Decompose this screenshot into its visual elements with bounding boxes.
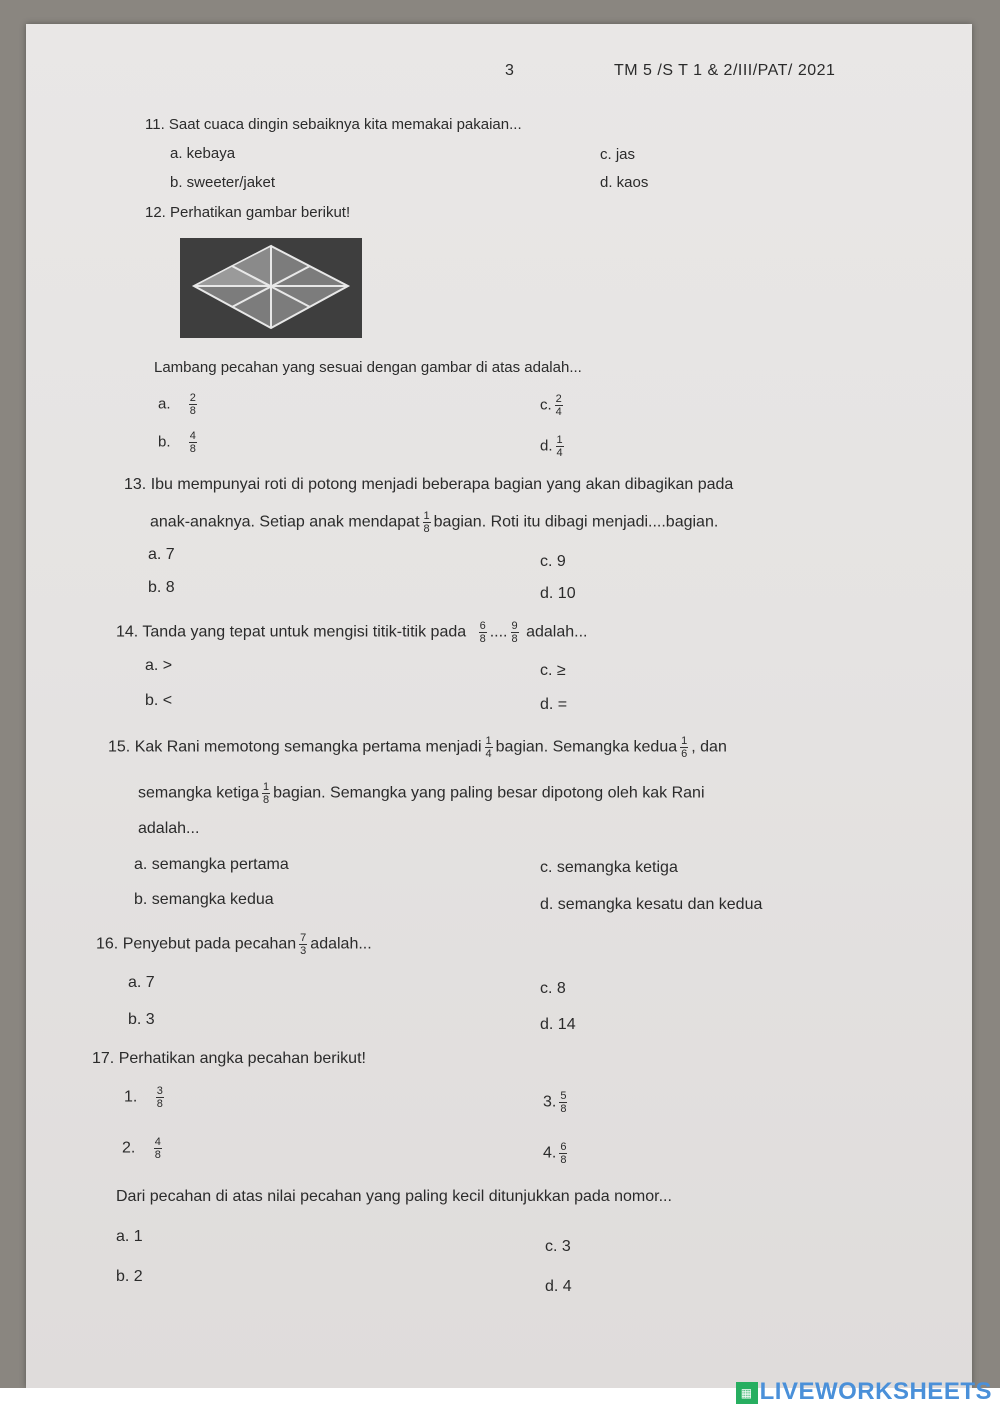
- q11-question: 11. Saat cuaca dingin sebaiknya kita memakai pakaian...: [145, 116, 522, 133]
- q16-option-d: d. 14: [540, 1016, 576, 1033]
- q15-line2: [138, 781, 705, 806]
- q15-option-c: c. semangka ketiga: [540, 859, 678, 876]
- q12-c-numerator: 2: [555, 393, 562, 405]
- q13-line2: [150, 510, 718, 535]
- liveworksheets-logo: [736, 1378, 992, 1406]
- q15-line1: [108, 735, 727, 760]
- q14-option-a: a. >: [145, 657, 173, 674]
- q17-item-3-numerator: 5: [560, 1090, 567, 1102]
- q17-item-4: [543, 1141, 570, 1166]
- q16-denominator: 3: [300, 945, 307, 957]
- q14-f1-denominator: 8: [479, 633, 486, 645]
- q11-option-a: a. kebaya: [170, 145, 236, 162]
- q16-numerator: 7: [300, 932, 307, 944]
- q14-f2-numerator: 9: [511, 620, 518, 632]
- q14-option-c: c. ≥: [540, 662, 566, 679]
- q12-option-b-label: b.: [158, 433, 171, 451]
- q12-option-b: [158, 430, 200, 455]
- q17-item-4-denominator: 8: [560, 1154, 567, 1166]
- q15-f1-numerator: 1: [485, 735, 492, 747]
- q14-question: [116, 620, 587, 645]
- q14-question-start: 14. Tanda yang tepat untuk mengisi titik-titik pada: [116, 623, 467, 641]
- q16-question: [96, 932, 372, 957]
- q14-option-d: d. =: [540, 696, 568, 713]
- q16-question-start: 16. Penyebut pada pecahan: [96, 935, 297, 953]
- q14-f1-numerator: 6: [479, 620, 486, 632]
- q17-item-1-denominator: 8: [156, 1098, 163, 1110]
- q15-line3: adalah...: [138, 820, 200, 837]
- q16-option-a: a. 7: [128, 974, 155, 991]
- q17-item-2-numerator: 4: [154, 1136, 161, 1148]
- q12-question: 12. Perhatikan gambar berikut!: [145, 204, 351, 221]
- q17-item-1-label: 1.: [124, 1088, 138, 1106]
- q15-line2-start: semangka ketiga: [138, 784, 259, 802]
- q13-line2-start: anak-anaknya. Setiap anak mendapat: [150, 513, 420, 531]
- q12-b-denominator: 8: [189, 443, 196, 455]
- liveworksheets-brand: LIVEWORKSHEETS: [759, 1378, 992, 1405]
- q16-question-end: adalah...: [310, 935, 372, 953]
- q17-item-4-numerator: 6: [560, 1141, 567, 1153]
- q15-f3-denominator: 8: [262, 794, 270, 806]
- q16-option-c: c. 8: [540, 980, 566, 997]
- q17-item-2-label: 2.: [122, 1139, 136, 1157]
- q17-item-2-denominator: 8: [154, 1149, 161, 1161]
- q11-option-d: d. kaos: [600, 174, 649, 191]
- q13-option-b: b. 8: [148, 579, 175, 596]
- q11-option-c: c. jas: [600, 146, 636, 163]
- q14-question-end: adalah...: [526, 623, 588, 641]
- q13-option-c: c. 9: [540, 553, 566, 570]
- q13-option-d: d. 10: [540, 585, 576, 602]
- q12-option-c: [540, 393, 566, 418]
- q14-f2-denominator: 8: [511, 633, 518, 645]
- q13-numerator: 1: [423, 510, 430, 522]
- q17-item-3: [543, 1090, 570, 1115]
- q14-dots: ....: [489, 623, 508, 641]
- q15-line2-end: bagian. Semangka yang paling besar dipotong oleh kak Rani: [273, 784, 705, 802]
- q12-a-numerator: 2: [189, 392, 196, 404]
- q17-item-4-label: 4.: [543, 1144, 557, 1162]
- q17-option-d: d. 4: [545, 1278, 572, 1295]
- q17-item-3-denominator: 8: [560, 1103, 567, 1115]
- q15-option-b: b. semangka kedua: [134, 891, 274, 908]
- diamond-shape: [180, 238, 362, 338]
- q15-option-d: d. semangka kesatu dan kedua: [540, 896, 763, 913]
- q13-line1: 13. Ibu mempunyai roti di potong menjadi beberapa bagian yang akan dibagikan pada: [124, 476, 734, 493]
- q13-line2-end: bagian. Roti itu dibagi menjadi....bagian.: [433, 513, 719, 531]
- q12-d-numerator: 1: [556, 434, 563, 446]
- q15-f2-numerator: 1: [681, 735, 688, 747]
- q12-c-denominator: 4: [555, 406, 562, 418]
- q15-line1-start: 15. Kak Rani memotong semangka pertama menjadi: [108, 738, 482, 756]
- q14-option-b: b. <: [145, 692, 173, 709]
- q15-f3-numerator: 1: [262, 781, 270, 793]
- q12-b-numerator: 4: [189, 430, 196, 442]
- q12-option-d: [540, 434, 567, 459]
- q16-option-b: b. 3: [128, 1011, 155, 1028]
- q12-a-denominator: 8: [189, 405, 196, 417]
- liveworksheets-logo-icon: ▦: [736, 1382, 758, 1404]
- q17-question: 17. Perhatikan angka pecahan berikut!: [92, 1050, 366, 1067]
- q15-option-a: a. semangka pertama: [134, 856, 289, 873]
- q15-line1-end: , dan: [691, 738, 727, 756]
- q17-item-1: [124, 1085, 167, 1110]
- q17-option-a: a. 1: [116, 1228, 143, 1245]
- q15-f2-denominator: 6: [681, 748, 688, 760]
- q13-option-a: a. 7: [148, 546, 175, 563]
- q11-option-b: b. sweeter/jaket: [170, 174, 276, 191]
- q12-option-a: [158, 392, 200, 417]
- q15-line1-middle: bagian. Semangka kedua: [495, 738, 678, 756]
- q17-item-1-numerator: 3: [156, 1085, 163, 1097]
- q12-d-denominator: 4: [556, 447, 563, 459]
- q17-option-c: c. 3: [545, 1238, 571, 1255]
- q12-option-c-label: c.: [540, 396, 552, 414]
- q12-prompt: Lambang pecahan yang sesuai dengan gambar di atas adalah...: [154, 359, 582, 376]
- q13-denominator: 8: [423, 523, 430, 535]
- fraction-diamond-figure: [180, 238, 362, 338]
- q12-option-a-label: a.: [158, 395, 171, 413]
- q17-option-b: b. 2: [116, 1268, 143, 1285]
- page-number: 3: [505, 62, 515, 79]
- q17-item-3-label: 3.: [543, 1093, 557, 1111]
- q12-option-d-label: d.: [540, 437, 553, 455]
- q15-f1-denominator: 4: [485, 748, 492, 760]
- q17-item-2: [122, 1136, 165, 1161]
- q17-prompt: Dari pecahan di atas nilai pecahan yang paling kecil ditunjukkan pada nomor...: [116, 1188, 672, 1205]
- exam-code: TM 5 /S T 1 & 2/III/PAT/ 2021: [614, 62, 836, 79]
